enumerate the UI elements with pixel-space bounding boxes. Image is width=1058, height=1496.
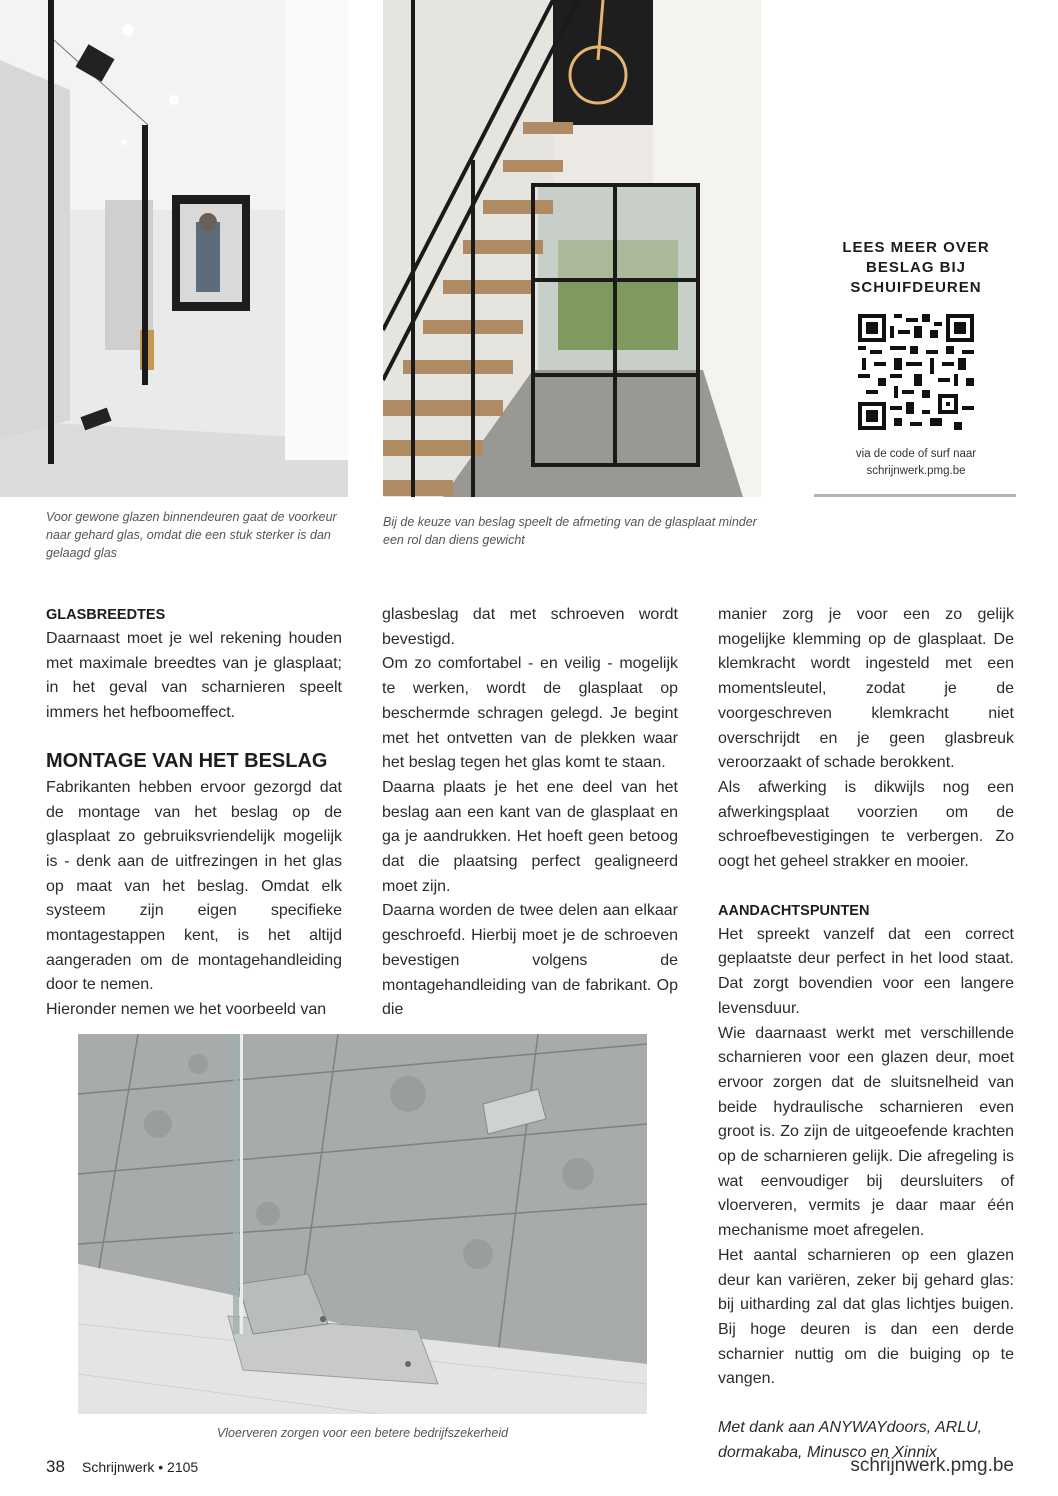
website-link[interactable]: schrijnwerk.pmg.be — [850, 1455, 1014, 1476]
paragraph: Als afwerking is dikwijls nog een afwerkingsplaat voorzien om de schroefbevestigingen te verbergen. Zo oogt het geheel strakker en mooier. — [718, 778, 1014, 871]
paragraph: Wie daarnaast werkt met verschillende scharnieren voor een glazen deur, moet ervoor zorgen dat de sluitsnelheid van beide hydraulische scharnieren even groot is. Zo zijn de uitgeoefende krachten op de scharnieren gelijk. Die afregeling is wat eenvoudiger bij deursluiters of vloerveren, vermits je daar maar één mechanisme moet afregelen. — [718, 1024, 1014, 1240]
paragraph: manier zorg je voor een zo gelijk mogelijke klemming op de glasplaat. De klemkracht wordt ingesteld met een momentsleutel, zodat je de voorgeschreven klemkracht niet overschrijdt en je geen glasbreuk veroorzaakt of schade berokkent. — [718, 606, 1014, 772]
page-number: 38 — [46, 1457, 65, 1476]
acknowledgements: Met dank aan ANYWAYdoors, ARLU, dormakaba, Minusco en Xinnix — [718, 1419, 983, 1461]
paragraph: Daarna plaats je het ene deel van het beslag aan een kant van de glasplaat en ga je aandrukken. Het hoeft geen betoog dat die plaatsing perfect gealigneerd moet zijn. — [382, 778, 678, 895]
column-3 — [718, 603, 1014, 1466]
caption-photo3: Vloerveren zorgen voor een betere bedrijfszekerheid — [216, 1426, 509, 1440]
paragraph: Daarnaast moet je wel rekening houden met maximale breedtes van je glasplaat; in het geval van scharnieren speelt immers het hefboomeffect. — [46, 630, 342, 722]
magazine-issue: Schrijnwerk • 2105 — [82, 1459, 199, 1475]
paragraph: Hieronder nemen we het voorbeeld van — [46, 1001, 327, 1019]
paragraph: Om zo comfortabel - en veilig - mogelijk te werken, wordt de glasplaat op beschermde schragen gelegd. Je begint met het ontvetten van de plekken waar het beslag tegen het glas komt te staan. — [382, 655, 678, 772]
heading-montage: MONTAGE VAN HET BESLAG — [46, 749, 328, 772]
paragraph: Daarna worden de twee delen aan elkaar geschroefd. Hierbij moet je de schroeven bevestigen volgens de montagehandleiding van de fabrikant. Op die — [382, 902, 678, 1019]
sidebar-divider — [814, 494, 1016, 497]
heading-glasbreedtes: GLASBREEDTES — [46, 607, 166, 623]
photo-staircase-steel-door — [383, 0, 761, 497]
paragraph: glasbeslag dat met schroeven wordt bevestigd. — [382, 606, 678, 648]
caption-photo2: Bij de keuze van beslag speelt de afmeting van de glasplaat minder een rol dan diens gewicht — [383, 515, 757, 547]
photo-floor-spring — [78, 1034, 647, 1414]
photo-glass-pivot-door — [0, 0, 348, 497]
qr-title: LEES MEER OVER BESLAG BIJ SCHUIFDEUREN — [842, 239, 990, 296]
heading-aandachtspunten: AANDACHTSPUNTEN — [718, 902, 870, 919]
qr-note: via de code of surf naar schrijnwerk.pmg.be — [855, 448, 977, 477]
paragraph: Fabrikanten hebben ervoor gezorgd dat de montage van het beslag op de glasplaat zo gebruiksvriendelijk mogelijk is - denk aan de uitfrezingen in het glas op maat van het beslag. Omdat elk systeem zijn eigen specifieke montagestappen kent, is het altijd aangeraden om de montagehandleiding door te nemen. — [46, 778, 342, 994]
caption-photo1: Voor gewone glazen binnendeuren gaat de voorkeur naar gehard glas, omdat die een stuk sterker is dan gelaagd glas — [46, 510, 337, 560]
paragraph: Het spreekt vanzelf dat een correct geplaatste deur perfect in het lood staat. Dat zorgt bovendien voor een langere levensduur. — [718, 925, 1014, 1017]
qr-code-icon[interactable] — [858, 314, 974, 430]
column-1 — [46, 603, 342, 1023]
column-2 — [382, 603, 678, 1023]
paragraph: Het aantal scharnieren op een glazen deur kan variëren, zeker bij gehard glas: bij uitharding zal dat glas lichtjes buigen. Bij hoge deuren is dan een derde scharnier nuttig om die buiging op te vangen. — [718, 1246, 1014, 1388]
